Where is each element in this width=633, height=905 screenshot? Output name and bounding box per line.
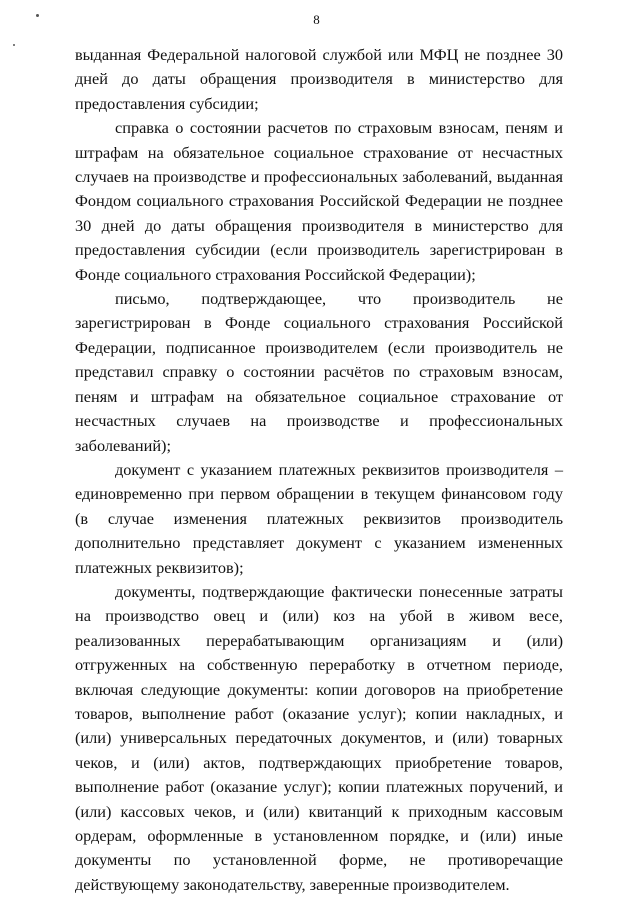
paragraph: документ с указанием платежных реквизитов производителя – единовременно при первом обращении в текущем финансовом году (в случае изменения платежных реквизитов производитель дополнительно представляет документ с указанием измененных платежных реквизитов); bbox=[75, 459, 563, 577]
paragraph: документы, подтверждающие фактически понесенные затраты на производство овец и (или) коз на убой в живом весе, реализованных перерабатывающим организациям и (или) отгруженных на собственную переработку в отчетном периоде, включая следующие документы: копии договоров на приобретение товаров, выполнение работ (оказание услуг); копии накладных, и (или) универсальных передаточных документов, и (или) товарных чеков, и (или) актов, подтверждающих приобретение товаров, выполнение работ (оказание услуг); копии платежных поручений, и (или) кассовых чеков, и (или) квитанций к приходным кассовым ордерам, оформленные в установленном порядке, и (или) иные документы по установленной форме, не противоречащие действующему законодательству, заверенные производителем. bbox=[75, 581, 563, 894]
paragraph: справка о состоянии расчетов по страховым взносам, пеням и штрафам на обязательное социальное страхование от несчастных случаев на производстве и профессиональных заболеваний, выданная Фондом социального страхования Российской Федерации не позднее 30 дней до даты обращения производителя в министерство для предоставления субсидии (если производитель зарегистрирован в Фонде социального страхования Российской Федерации); bbox=[75, 118, 563, 284]
paragraph: письмо, подтверждающее, что производитель не зарегистрирован в Фонде социального страхования Российской Федерации, подписанное производителем (если производитель не представил справку о состоянии расчётов по страховым взносам, пеням и штрафам на обязательное социальное страхование от несчастных случаев на производстве и профессиональных заболеваний); bbox=[75, 289, 563, 455]
page-number: 8 bbox=[313, 12, 320, 27]
paragraph: выданная Федеральной налоговой службой или МФЦ не позднее 30 дней до даты обращения производителя в министерство для предоставления субсидии; bbox=[75, 45, 563, 113]
scan-artifact bbox=[13, 44, 15, 46]
document-body bbox=[75, 43, 563, 897]
